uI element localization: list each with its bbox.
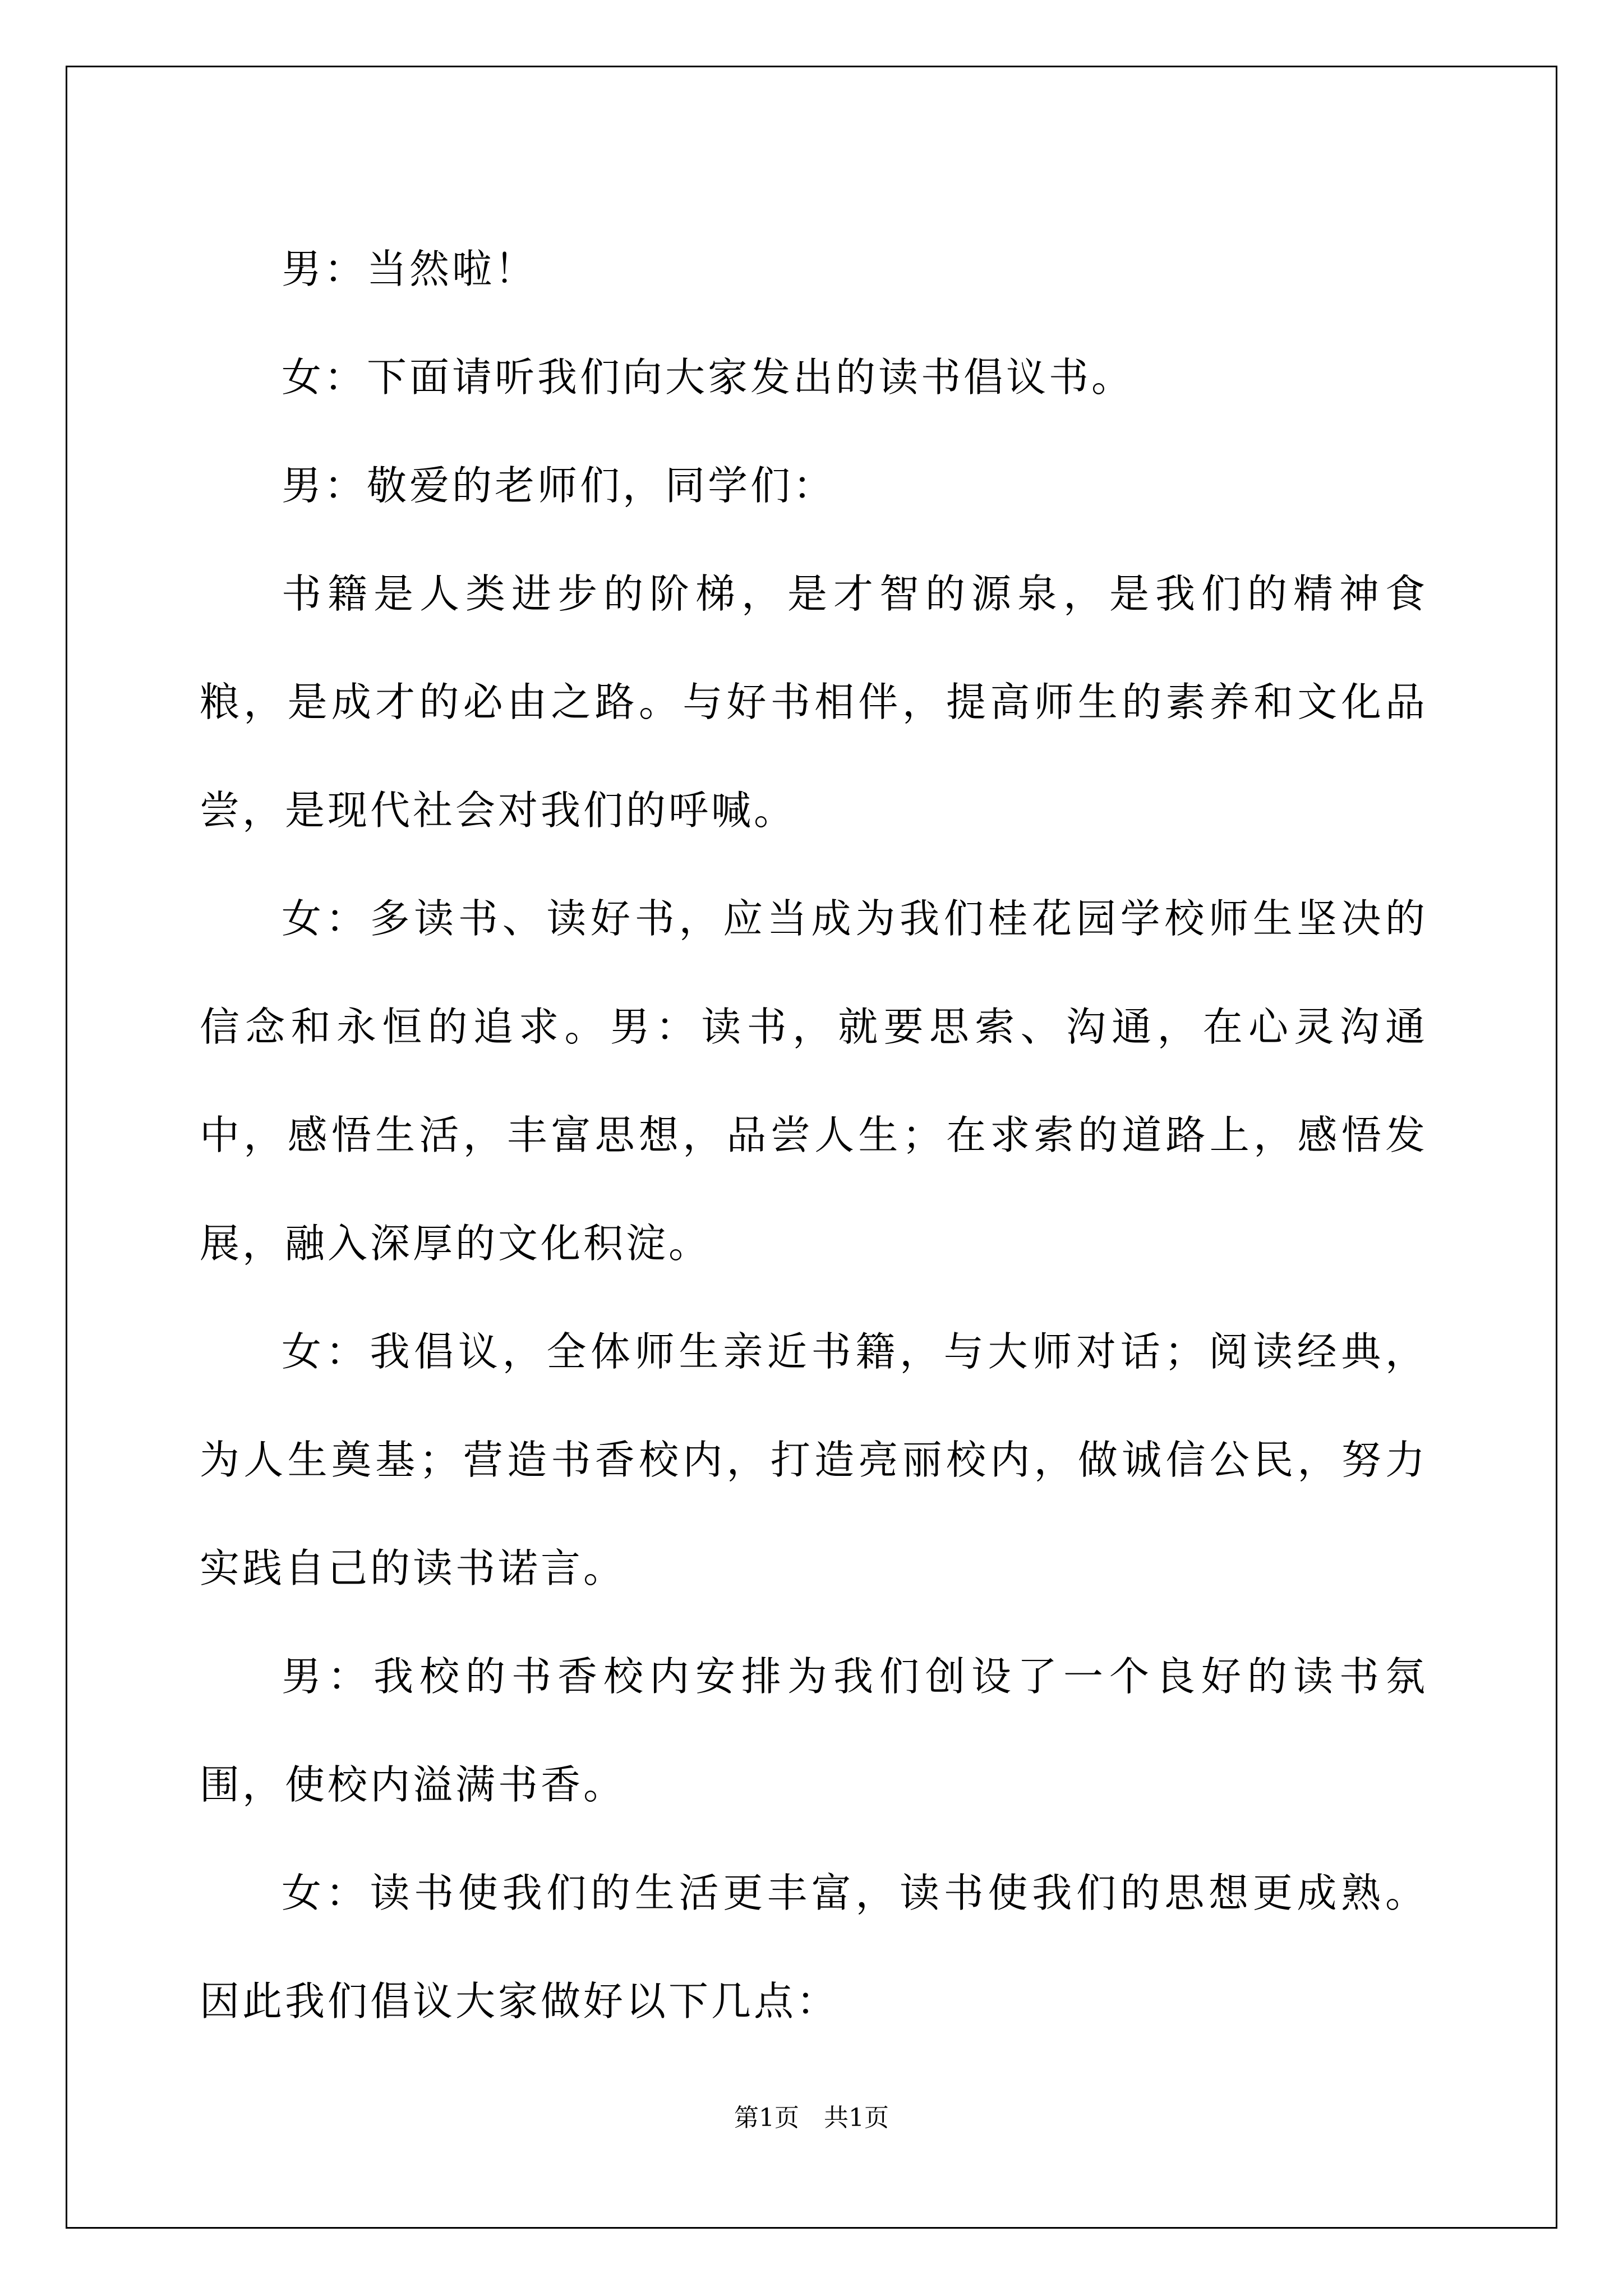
paragraph: 男：当然啦！ [282,246,538,292]
paragraph: 女：下面请听我们向大家发出的读书倡议书。 [282,354,1135,401]
paragraph: 男：我校的书香校内安排为我们创设了一个良好的读书氛围，使校内溢满书香。 [200,1653,1428,1808]
page-number-footer: 第1页 共1页 [734,2104,889,2132]
paragraph: 女：我倡议，全体师生亲近书籍，与大师对话；阅读经典，为人生奠基；营造书香校内，打造亮丽校内，做诚信公民，努力实践自己的读书诺言。 [200,1328,1428,1591]
document-body [200,215,1428,2055]
paragraph: 书籍是人类进步的阶梯，是才智的源泉，是我们的精神食粮，是成才的必由之路。与好书相伴，提高师生的素养和文化品尝，是现代社会对我们的呼喊。 [200,570,1428,834]
paragraph: 男：敬爱的老师们，同学们： [282,462,836,509]
paragraph: 女：读书使我们的生活更丰富，读书使我们的思想更成熟。因此我们倡议大家做好以下几点： [200,1870,1428,2024]
paragraph: 女：多读书、读好书，应当成为我们桂花园学校师生坚决的信念和永恒的追求。男：读书，就要思索、沟通，在心灵沟通中，感悟生活，丰富思想，品尝人生；在求索的道路上，感悟发展，融入深厚的文化积淀。 [200,895,1428,1267]
